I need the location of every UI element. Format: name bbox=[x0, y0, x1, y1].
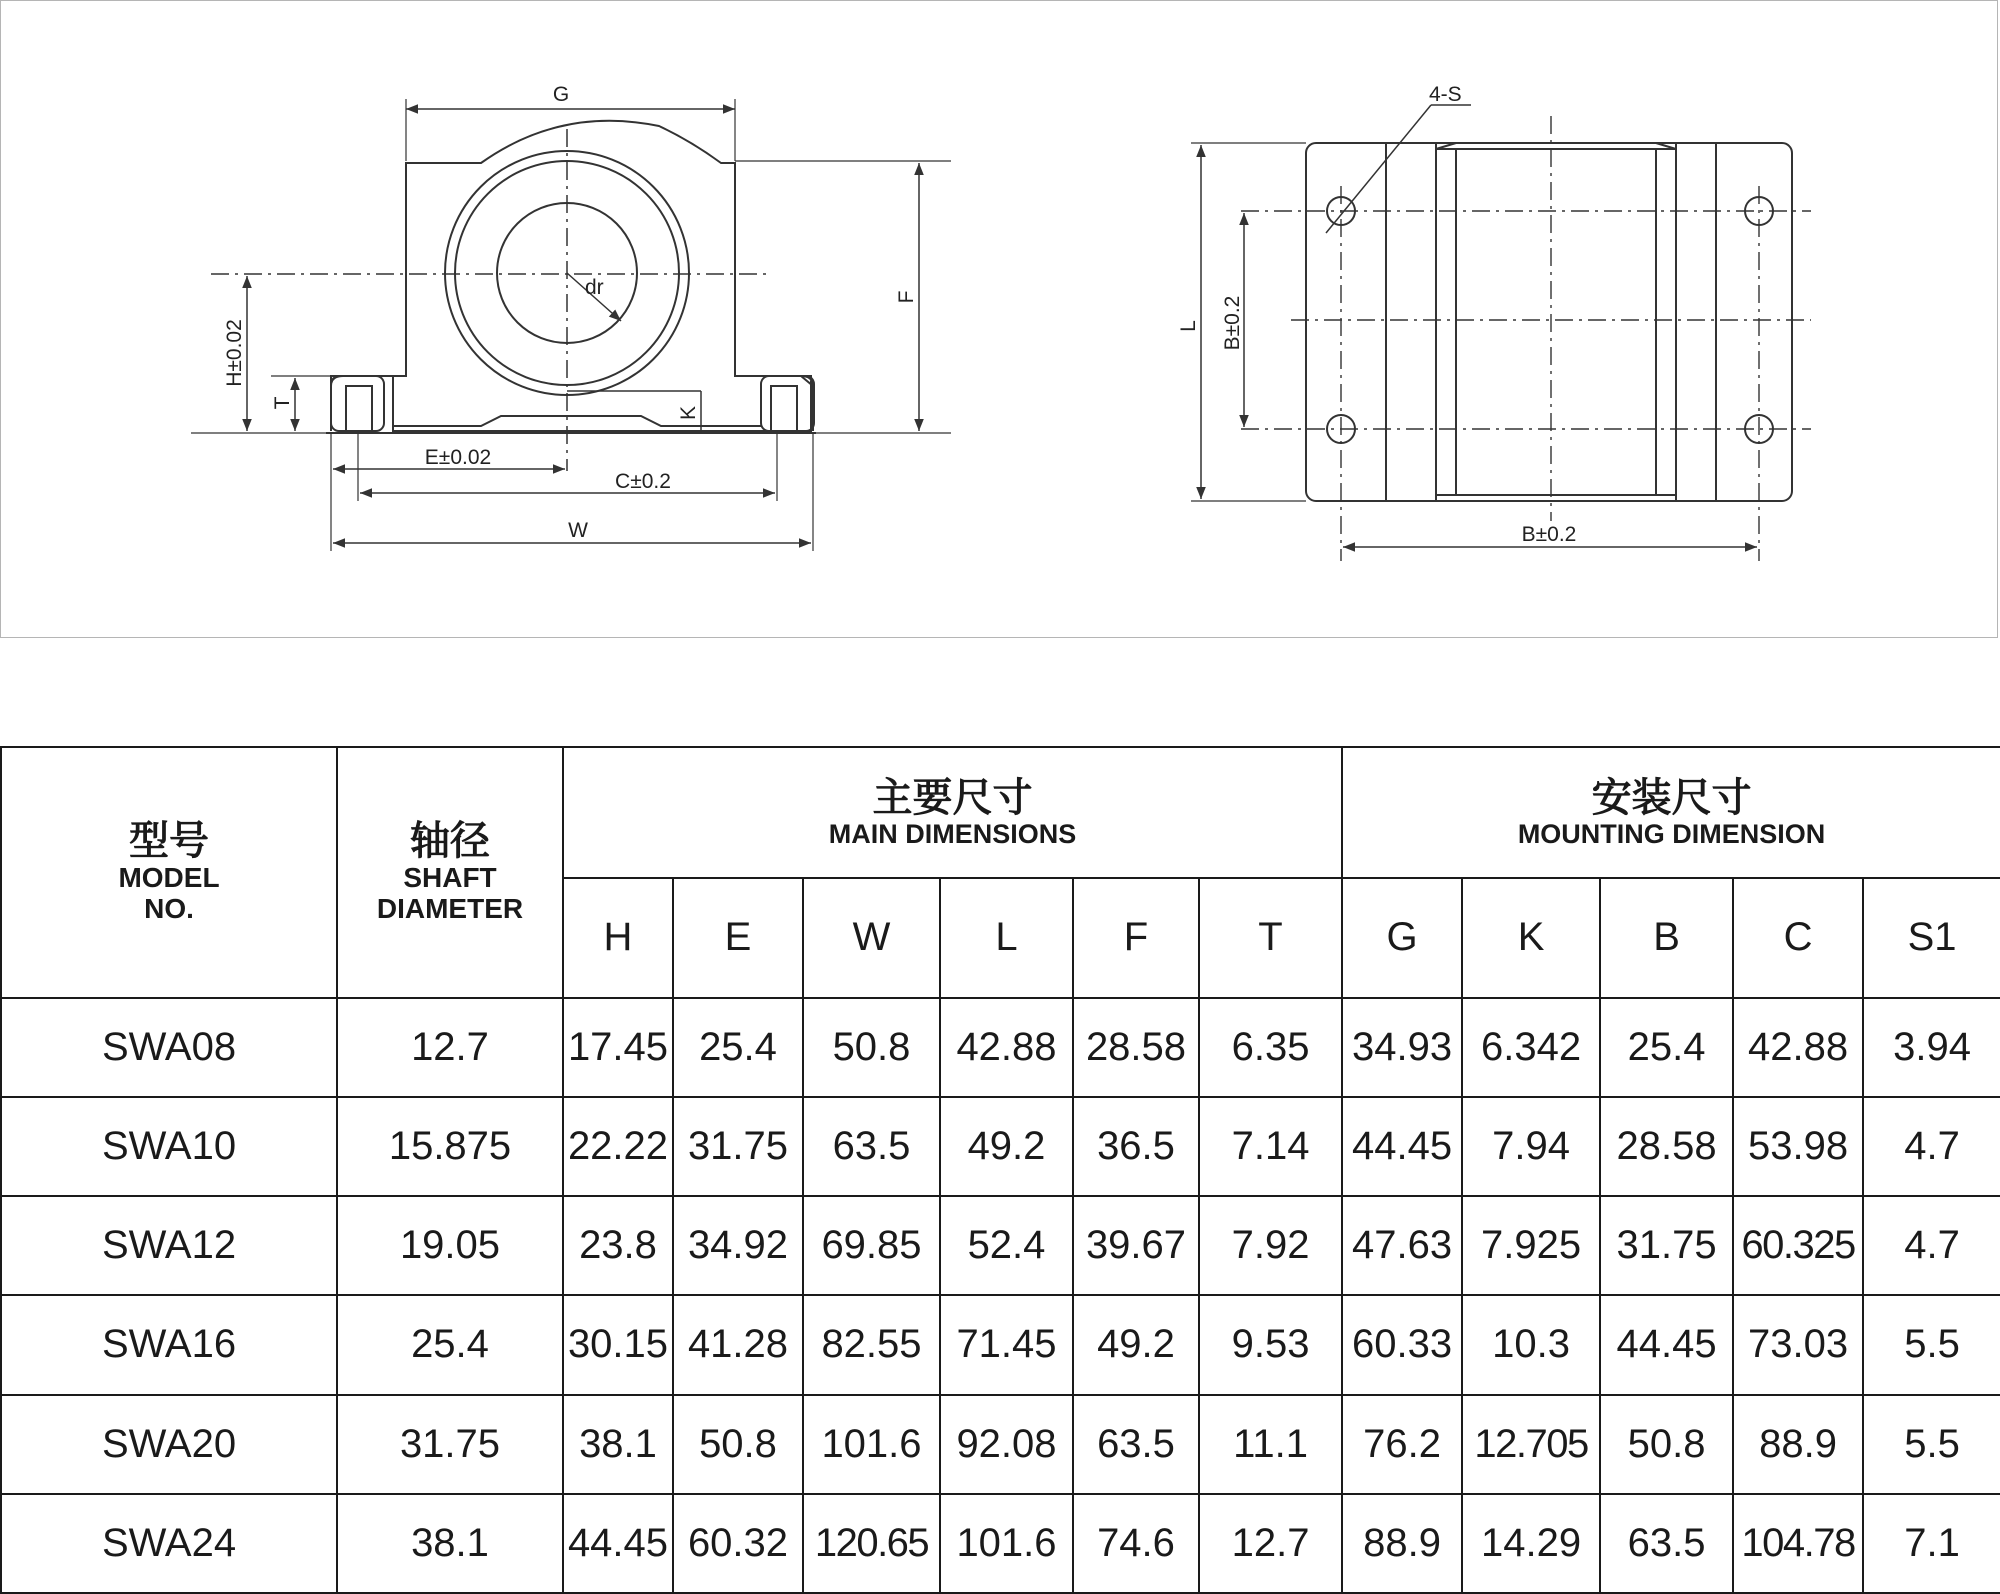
shaft-header-en-2: DIAMETER bbox=[376, 893, 524, 925]
model-header-zh: 型号 bbox=[129, 818, 209, 865]
value-cell-l: 92.08 bbox=[940, 1395, 1073, 1494]
value-cell-f: 49.2 bbox=[1073, 1295, 1199, 1394]
value-cell-t: 9.53 bbox=[1199, 1295, 1342, 1394]
model-header-en-1: MODEL bbox=[118, 862, 220, 894]
value-cell-h: 17.45 bbox=[563, 998, 673, 1097]
column-header-f: F bbox=[1073, 878, 1199, 997]
model-cell: SWA12 bbox=[1, 1196, 337, 1295]
value-cell-f: 39.67 bbox=[1073, 1196, 1199, 1295]
value-cell-c: 73.03 bbox=[1733, 1295, 1863, 1394]
value-cell-b: 28.58 bbox=[1600, 1097, 1733, 1196]
model-cell: SWA08 bbox=[1, 998, 337, 1097]
mounting-dimension-en: MOUNTING DIMENSION bbox=[1517, 818, 1826, 849]
value-cell-l: 52.4 bbox=[940, 1196, 1073, 1295]
shaft-diameter-cell: 31.75 bbox=[337, 1395, 563, 1494]
value-cell-w: 120.65 bbox=[803, 1494, 940, 1593]
label-f: F bbox=[895, 290, 918, 304]
value-cell-s1: 5.5 bbox=[1863, 1395, 2000, 1494]
value-cell-f: 74.6 bbox=[1073, 1494, 1199, 1593]
label-dr: dr bbox=[585, 276, 604, 299]
value-cell-t: 7.14 bbox=[1199, 1097, 1342, 1196]
value-cell-l: 101.6 bbox=[940, 1494, 1073, 1593]
value-cell-w: 50.8 bbox=[803, 998, 940, 1097]
shaft-diameter-cell: 25.4 bbox=[337, 1295, 563, 1394]
top-view-outline bbox=[1306, 143, 1792, 501]
table-body bbox=[1, 998, 2000, 1593]
value-cell-b: 50.8 bbox=[1600, 1395, 1733, 1494]
value-cell-g: 47.63 bbox=[1342, 1196, 1462, 1295]
shaft-diameter-cell: 19.05 bbox=[337, 1196, 563, 1295]
column-header-t: T bbox=[1199, 878, 1342, 997]
left-foot bbox=[331, 376, 384, 431]
value-cell-l: 49.2 bbox=[940, 1097, 1073, 1196]
top-view-labels bbox=[1177, 83, 1576, 546]
model-cell: SWA16 bbox=[1, 1295, 337, 1394]
technical-drawing bbox=[1, 1, 2000, 641]
value-cell-e: 31.75 bbox=[673, 1097, 803, 1196]
column-header-b: B bbox=[1600, 878, 1733, 997]
value-cell-t: 12.7 bbox=[1199, 1494, 1342, 1593]
shaft-header-en-1: SHAFT bbox=[403, 862, 497, 894]
value-cell-g: 88.9 bbox=[1342, 1494, 1462, 1593]
value-cell-b: 44.45 bbox=[1600, 1295, 1733, 1394]
model-cell: SWA10 bbox=[1, 1097, 337, 1196]
value-cell-s1: 5.5 bbox=[1863, 1295, 2000, 1394]
table-row bbox=[1, 1097, 2000, 1196]
label-b-horizontal: B±0.2 bbox=[1521, 523, 1577, 546]
shaft-header bbox=[337, 747, 563, 998]
value-cell-b: 63.5 bbox=[1600, 1494, 1733, 1593]
top-view bbox=[1191, 105, 1811, 561]
value-cell-k: 10.3 bbox=[1462, 1295, 1600, 1394]
column-header-l: L bbox=[940, 878, 1073, 997]
value-cell-w: 63.5 bbox=[803, 1097, 940, 1196]
technical-drawing-panel bbox=[0, 0, 1998, 638]
table-row bbox=[1, 1395, 2000, 1494]
label-e: E±0.02 bbox=[424, 446, 492, 469]
value-cell-c: 42.88 bbox=[1733, 998, 1863, 1097]
sleeve-outline bbox=[1436, 143, 1676, 501]
value-cell-h: 38.1 bbox=[563, 1395, 673, 1494]
column-header-s1: S1 bbox=[1863, 878, 2000, 997]
value-cell-h: 22.22 bbox=[563, 1097, 673, 1196]
value-cell-s1: 3.94 bbox=[1863, 998, 2000, 1097]
value-cell-t: 7.92 bbox=[1199, 1196, 1342, 1295]
value-cell-b: 31.75 bbox=[1600, 1196, 1733, 1295]
value-cell-g: 44.45 bbox=[1342, 1097, 1462, 1196]
column-header-g: G bbox=[1342, 878, 1462, 997]
label-w: W bbox=[568, 519, 588, 542]
value-cell-w: 101.6 bbox=[803, 1395, 940, 1494]
value-cell-t: 6.35 bbox=[1199, 998, 1342, 1097]
shaft-diameter-cell: 12.7 bbox=[337, 998, 563, 1097]
value-cell-c: 104.78 bbox=[1733, 1494, 1863, 1593]
mounting-dimension-zh: 安装尺寸 bbox=[1591, 774, 1752, 821]
value-cell-s1: 7.1 bbox=[1863, 1494, 2000, 1593]
value-cell-f: 63.5 bbox=[1073, 1395, 1199, 1494]
label-b-vertical: B±0.2 bbox=[1221, 295, 1244, 351]
value-cell-s1: 4.7 bbox=[1863, 1196, 2000, 1295]
value-cell-k: 7.925 bbox=[1462, 1196, 1600, 1295]
label-4s: 4-S bbox=[1429, 83, 1462, 106]
value-cell-l: 42.88 bbox=[940, 998, 1073, 1097]
model-header bbox=[1, 747, 337, 998]
value-cell-k: 6.342 bbox=[1462, 998, 1600, 1097]
column-header-h: H bbox=[563, 878, 673, 997]
front-view bbox=[191, 99, 951, 551]
value-cell-e: 25.4 bbox=[673, 998, 803, 1097]
value-cell-c: 88.9 bbox=[1733, 1395, 1863, 1494]
value-cell-s1: 4.7 bbox=[1863, 1097, 2000, 1196]
value-cell-k: 12.705 bbox=[1462, 1395, 1600, 1494]
label-k: K bbox=[677, 405, 700, 421]
value-cell-g: 34.93 bbox=[1342, 998, 1462, 1097]
table-row bbox=[1, 1196, 2000, 1295]
value-cell-h: 23.8 bbox=[563, 1196, 673, 1295]
label-c: C±0.2 bbox=[615, 470, 671, 493]
value-cell-h: 44.45 bbox=[563, 1494, 673, 1593]
value-cell-g: 76.2 bbox=[1342, 1395, 1462, 1494]
shaft-diameter-cell: 15.875 bbox=[337, 1097, 563, 1196]
table-row bbox=[1, 1295, 2000, 1394]
value-cell-w: 69.85 bbox=[803, 1196, 940, 1295]
model-header-en-2: NO. bbox=[144, 893, 194, 925]
value-cell-f: 28.58 bbox=[1073, 998, 1199, 1097]
label-h: H±0.02 bbox=[223, 319, 246, 387]
value-cell-t: 11.1 bbox=[1199, 1395, 1342, 1494]
shaft-header-zh: 轴径 bbox=[410, 818, 490, 865]
value-cell-l: 71.45 bbox=[940, 1295, 1073, 1394]
column-header-k: K bbox=[1462, 878, 1600, 997]
main-dimensions-header bbox=[563, 747, 1342, 878]
main-dimensions-zh: 主要尺寸 bbox=[872, 774, 1033, 821]
value-cell-h: 30.15 bbox=[563, 1295, 673, 1394]
right-foot bbox=[761, 376, 814, 431]
value-cell-e: 34.92 bbox=[673, 1196, 803, 1295]
model-cell: SWA24 bbox=[1, 1494, 337, 1593]
main-dimensions-en: MAIN DIMENSIONS bbox=[828, 818, 1077, 849]
value-cell-e: 41.28 bbox=[673, 1295, 803, 1394]
value-cell-e: 50.8 bbox=[673, 1395, 803, 1494]
column-header-w: W bbox=[803, 878, 940, 997]
label-l: L bbox=[1177, 320, 1200, 332]
value-cell-c: 53.98 bbox=[1733, 1097, 1863, 1196]
column-header-c: C bbox=[1733, 878, 1863, 997]
value-cell-k: 14.29 bbox=[1462, 1494, 1600, 1593]
label-t: T bbox=[271, 396, 294, 410]
value-cell-g: 60.33 bbox=[1342, 1295, 1462, 1394]
value-cell-c: 60.325 bbox=[1733, 1196, 1863, 1295]
value-cell-w: 82.55 bbox=[803, 1295, 940, 1394]
value-cell-f: 36.5 bbox=[1073, 1097, 1199, 1196]
shaft-diameter-cell: 38.1 bbox=[337, 1494, 563, 1593]
table-row bbox=[1, 998, 2000, 1097]
label-g: G bbox=[552, 83, 570, 106]
column-header-e: E bbox=[673, 878, 803, 997]
mounting-dimension-header bbox=[1342, 747, 2000, 878]
dimension-table bbox=[0, 746, 2000, 1594]
value-cell-e: 60.32 bbox=[673, 1494, 803, 1593]
table-row bbox=[1, 1494, 2000, 1593]
model-cell: SWA20 bbox=[1, 1395, 337, 1494]
value-cell-b: 25.4 bbox=[1600, 998, 1733, 1097]
value-cell-k: 7.94 bbox=[1462, 1097, 1600, 1196]
